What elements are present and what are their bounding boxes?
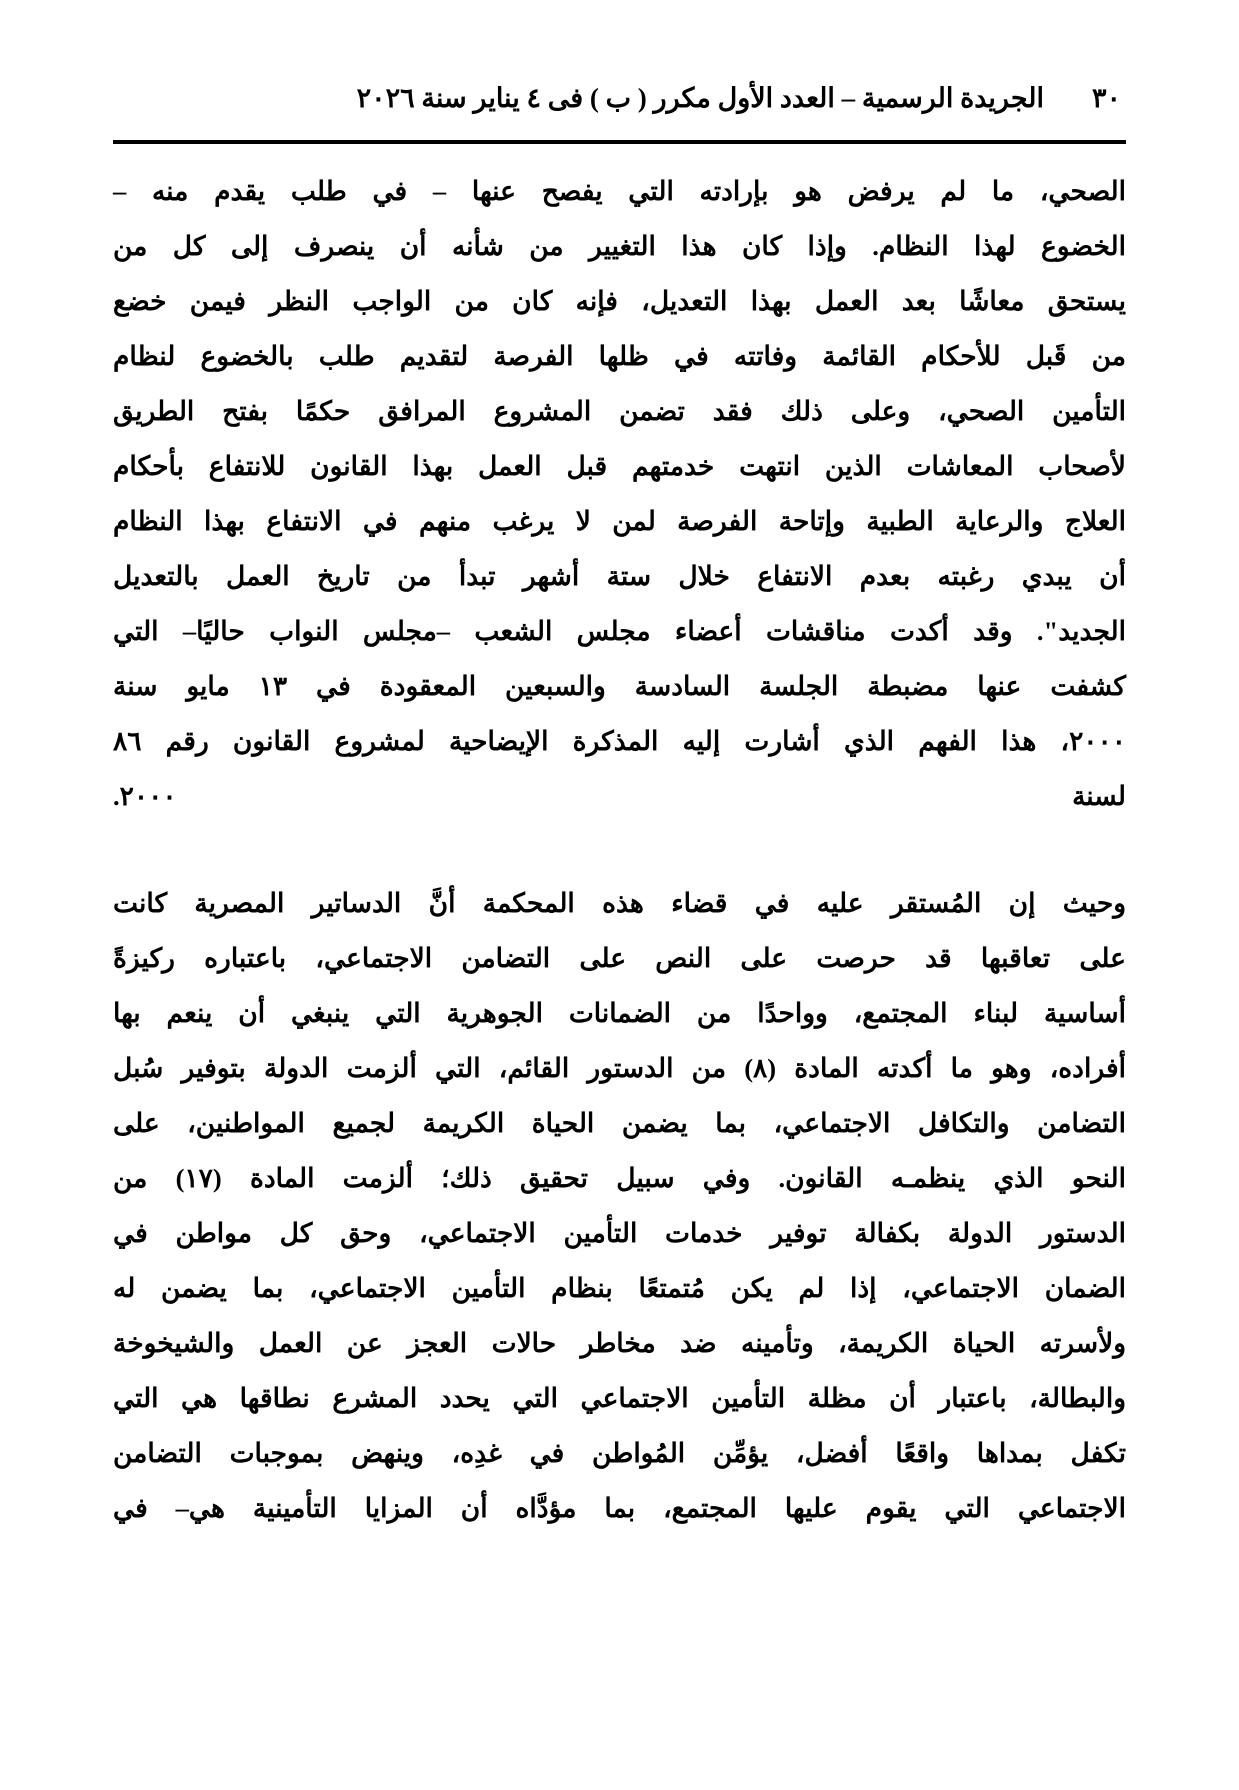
line-text: أفراده، وهو ما أكدته المادة (٨) من الدستور القائم، التي ألزمت الدولة بتوفير سُبل — [113, 1053, 1126, 1083]
line-text: العلاج والرعاية الطبية وإتاحة الفرصة لمن لا يرغب منهم في الانتفاع بهذا النظام — [113, 506, 1126, 536]
line-text: أن يبدي رغبته بعدم الانتفاع خلال ستة أشهر تبدأ من تاريخ العمل بالتعديل — [113, 561, 1126, 591]
line-text: ولأسرته الحياة الكريمة، وتأمينه ضد مخاطر حالات العجز عن العمل والشيخوخة — [113, 1328, 1126, 1358]
page-number: ٣٠ — [1091, 82, 1121, 113]
text-line — [113, 219, 1126, 274]
text-line — [113, 1481, 1126, 1536]
text-line: لسنة ٢٠٠٠. — [113, 781, 1126, 811]
line-text: ٢٠٠٠، هذا الفهم الذي أشارت إليه المذكرة الإيضاحية لمشروع القانون رقم ٨٦ — [113, 726, 1126, 756]
text-line — [113, 164, 1126, 219]
line-text: الصحي، ما لم يرفض هو بإرادته التي يفصح عنها – في طلب يقدم منه – — [113, 176, 1126, 206]
running-head — [118, 76, 1121, 120]
text-line — [113, 494, 1126, 549]
line-text: لأصحاب المعاشات الذين انتهت خدمتهم قبل العمل بهذا القانون للانتفاع بأحكام — [113, 451, 1126, 481]
text-line — [113, 1316, 1126, 1371]
text-line — [113, 931, 1126, 986]
line-text: الضمان الاجتماعي، إذا لم يكن مُتمتعًا بنظام التأمين الاجتماعي، بما يضمن له — [113, 1273, 1126, 1303]
text-line — [113, 329, 1126, 384]
text-line — [113, 1151, 1126, 1206]
line-text: وحيث إن المُستقر عليه في قضاء هذه المحكمة أنَّ الدساتير المصرية كانت — [113, 888, 1126, 918]
text-line — [113, 1261, 1126, 1316]
line-text: والبطالة، باعتبار أن مظلة التأمين الاجتماعي التي يحدد المشرع نطاقها هي التي — [113, 1383, 1126, 1413]
text-line — [113, 659, 1126, 714]
text-line — [113, 876, 1126, 931]
line-text: الاجتماعي التي يقوم عليها المجتمع، بما مؤدَّاه أن المزايا التأمينية هي– في — [113, 1493, 1126, 1523]
body-content — [113, 164, 1126, 1536]
text-line — [113, 1096, 1126, 1151]
line-text: كشفت عنها مضبطة الجلسة السادسة والسبعين المعقودة في ١٣ مايو سنة — [113, 671, 1126, 701]
text-line — [113, 1371, 1126, 1426]
text-line — [113, 274, 1126, 329]
text-line — [113, 604, 1126, 659]
line-text: التأمين الصحي، وعلى ذلك فقد تضمن المشروع المرافق حكمًا بفتح الطريق — [113, 396, 1126, 426]
paragraph-1 — [113, 164, 1126, 824]
line-text: الخضوع لهذا النظام. وإذا كان هذا التغيير من شأنه أن ينصرف إلى كل من — [113, 231, 1126, 261]
line-text: النحو الذي ينظمـه القانون. وفي سبيل تحقيق ذلك؛ ألزمت المادة (١٧) من — [113, 1163, 1126, 1193]
gazette-header-title: الجريدة الرسمية – العدد الأول مكرر ( ب ) فى ٤ يناير سنة ٢٠٢٦ — [356, 82, 1044, 113]
paragraph-2 — [113, 876, 1126, 1536]
text-line — [113, 439, 1126, 494]
line-text: الجديد". وقد أكدت مناقشات أعضاء مجلس الشعب –مجلس النواب حاليًا– التي — [113, 616, 1126, 646]
line-text: من قَبل للأحكام القائمة وفاتته في ظلها الفرصة لتقديم طلب بالخضوع لنظام — [113, 341, 1126, 371]
line-text: على تعاقبها قد حرصت على النص على التضامن الاجتماعي، باعتباره ركيزةً — [113, 943, 1126, 973]
paragraph-spacer — [113, 824, 1126, 876]
text-line — [113, 549, 1126, 604]
header-rule-divider — [113, 140, 1126, 144]
line-text: الدستور الدولة بكفالة توفير خدمات التأمين الاجتماعي، وحق كل مواطن في — [113, 1218, 1126, 1248]
line-text: تكفل بمداها واقعًا أفضل، يؤمِّن المُواطن في غدِه، وينهض بموجبات التضامن — [113, 1438, 1126, 1468]
text-line — [113, 1206, 1126, 1261]
line-text: يستحق معاشًا بعد العمل بهذا التعديل، فإنه كان من الواجب النظر فيمن خضع — [113, 286, 1126, 316]
line-text: التضامن والتكافل الاجتماعي، بما يضمن الحياة الكريمة لجميع المواطنين، على — [113, 1108, 1126, 1138]
line-text: أساسية لبناء المجتمع، وواحدًا من الضمانات الجوهرية التي ينبغي أن ينعم بها — [113, 998, 1126, 1028]
text-line — [113, 714, 1126, 769]
text-line — [113, 986, 1126, 1041]
text-line — [113, 384, 1126, 439]
text-line — [113, 1041, 1126, 1096]
text-line — [113, 1426, 1126, 1481]
